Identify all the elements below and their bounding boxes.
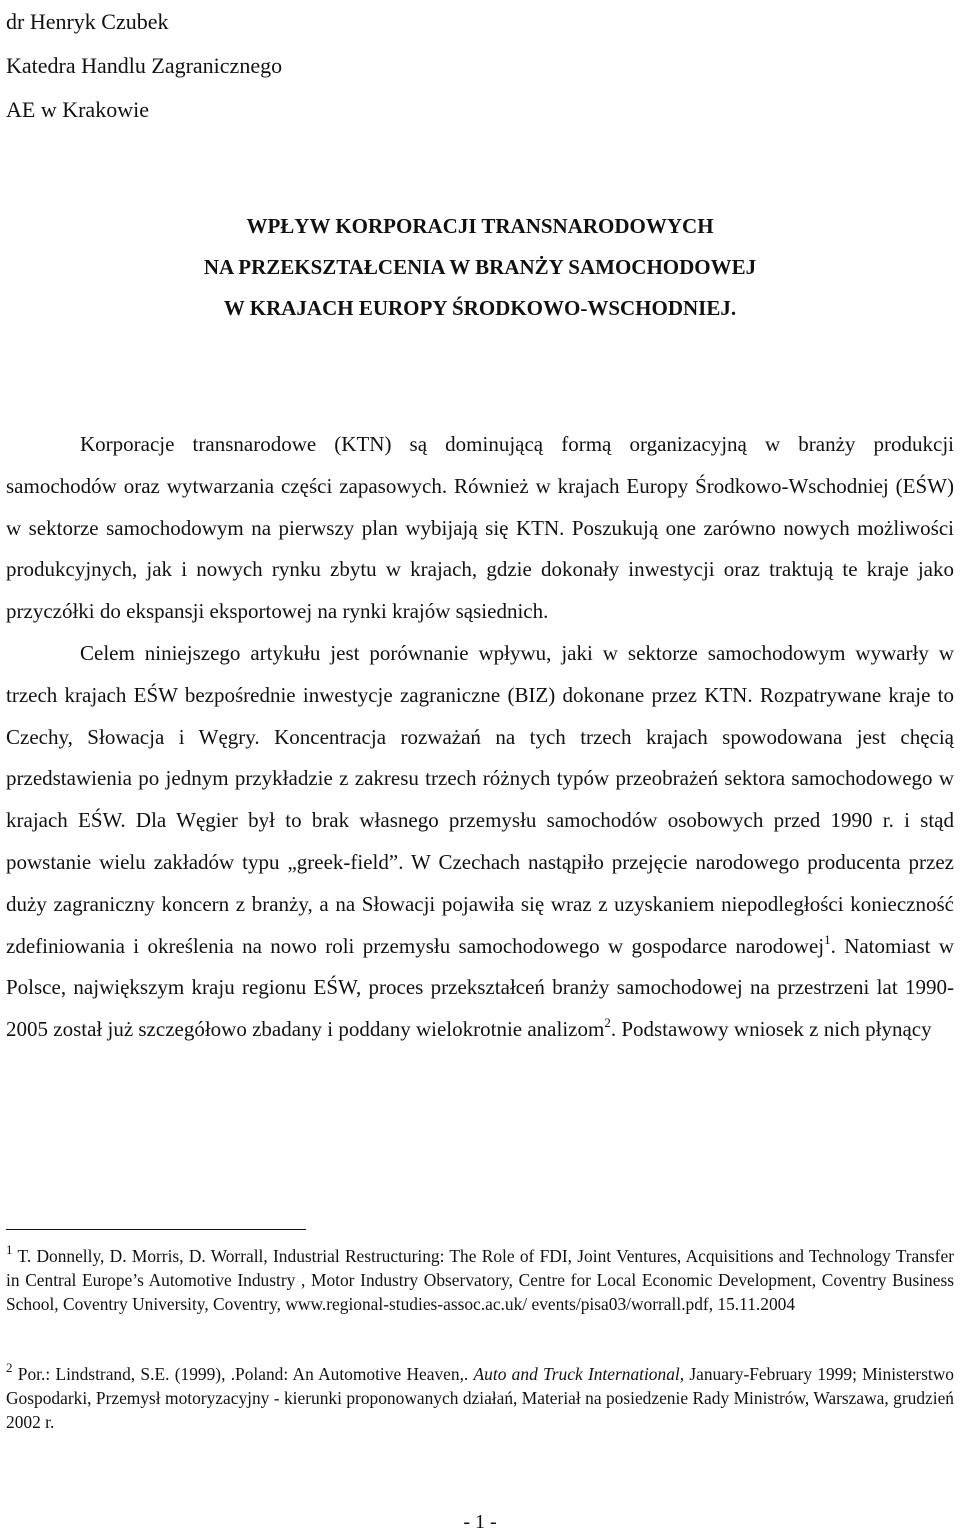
paragraph-2-text-a: Celem niniejszego artykułu jest porównanie wpływu, jaki w sektorze samochodowym wywarły w trzech krajach EŚW bezpośrednie inwestycje zagraniczne (BIZ) dokonane przez KTN. Rozpatrywane kraje to Czechy, Słowacja i Węgry. Koncentracja rozważań na tych trzech krajach spowodowana jest chęcią przedstawienia po jednym przykładzie z zakresu trzech różnych typów przeobrażeń sektora samochodowego w krajach EŚW. Dla Węgier był to brak własnego przemysłu samochodów osobowych przed 1990 r. i stąd powstanie wielu zakładów typu „greek-field”. W Czechach nastąpiło przejęcie narodowego producenta przez duży zagraniczny koncern z branży, a na Słowacji pojawiła się wraz z uzyskaniem niepodległości konieczność zdefiniowania i określenia na nowo roli przemysłu samochodowego w gospodarce narodowej bbox=[6, 640, 954, 958]
title-line-2: NA PRZEKSZTAŁCENIA W BRANŻY SAMOCHODOWEJ bbox=[203, 255, 757, 279]
footnote-separator bbox=[6, 1229, 306, 1230]
footnote-1-mark: 1 bbox=[6, 1242, 13, 1257]
author-name: dr Henryk Czubek bbox=[6, 9, 169, 34]
footnote-2-rest: , January-February 1999; Ministerstwo Gospodarki, Przemysł motoryzacyjny - kierunki proponowanych działań, Materiał na posiedzenie Rady Ministrów, Warszawa, grudzień 2002 r. bbox=[6, 1364, 954, 1432]
article-body bbox=[6, 424, 954, 1051]
footnote-2-journal: Auto and Truck International bbox=[473, 1364, 680, 1384]
footnote-2-lead: Por.: Lindstrand, S.E. (1999), .Poland: An Automotive Heaven,. bbox=[17, 1364, 474, 1384]
footnote-2-mark: 2 bbox=[6, 1360, 13, 1375]
author-department: Katedra Handlu Zagranicznego bbox=[6, 53, 283, 78]
paragraph-1: Korporacje transnarodowe (KTN) są dominującą formą organizacyjną w branży produkcji samochodów oraz wytwarzania części zapasowych. Również w krajach Europy Środkowo-Wschodniej (EŚW) w sektorze samochodowym na pierwszy plan wybijają się KTN. Poszukują one zarówno nowych możliwości produkcyjnych, jak i nowych rynku zbytu w krajach, gdzie dokonały inwestycji oraz traktują te kraje jako przyczółki do ekspansji eksportowej na rynki krajów sąsiednich. bbox=[6, 432, 954, 624]
footnote-1-text: T. Donnelly, D. Morris, D. Worrall, Industrial Restructuring: The Role of FDI, Joint Ventures, Acquisitions and Technology Transfer in Central Europe’s Automotive Industry , Motor Industry Observatory, Centre for Local Economic Development, Coventry Business School, Coventry University, Coventry, www.regional-studies-assoc.ac.uk/ events/pisa03/worrall.pdf, 15.11.2004 bbox=[6, 1246, 954, 1314]
footnote-2 bbox=[6, 1362, 954, 1434]
author-institution: AE w Krakowie bbox=[6, 97, 149, 122]
page-number: - 1 - bbox=[463, 1511, 497, 1533]
title-line-1: WPŁYW KORPORACJI TRANSNARODOWYCH bbox=[246, 214, 714, 238]
paragraph-2-text-b: . Natomiast w Polsce, największym kraju regionu EŚW, proces przekształceń branży samochodowej na przestrzeni lat 1990-2005 został już szczegółowo zbadany i poddany wielokrotnie analizom bbox=[6, 933, 955, 1042]
article-title bbox=[0, 206, 960, 329]
footnote-reference-1[interactable]: 1 bbox=[824, 931, 831, 947]
footnote-reference-2[interactable]: 2 bbox=[604, 1015, 611, 1031]
author-block bbox=[6, 0, 282, 132]
paragraph-2 bbox=[6, 633, 954, 1051]
footnote-1 bbox=[6, 1244, 954, 1316]
title-line-3: W KRAJACH EUROPY ŚRODKOWO-WSCHODNIEJ. bbox=[223, 296, 737, 320]
paragraph-2-text-c: . Podstawowy wniosek z nich płynący bbox=[610, 1017, 932, 1042]
